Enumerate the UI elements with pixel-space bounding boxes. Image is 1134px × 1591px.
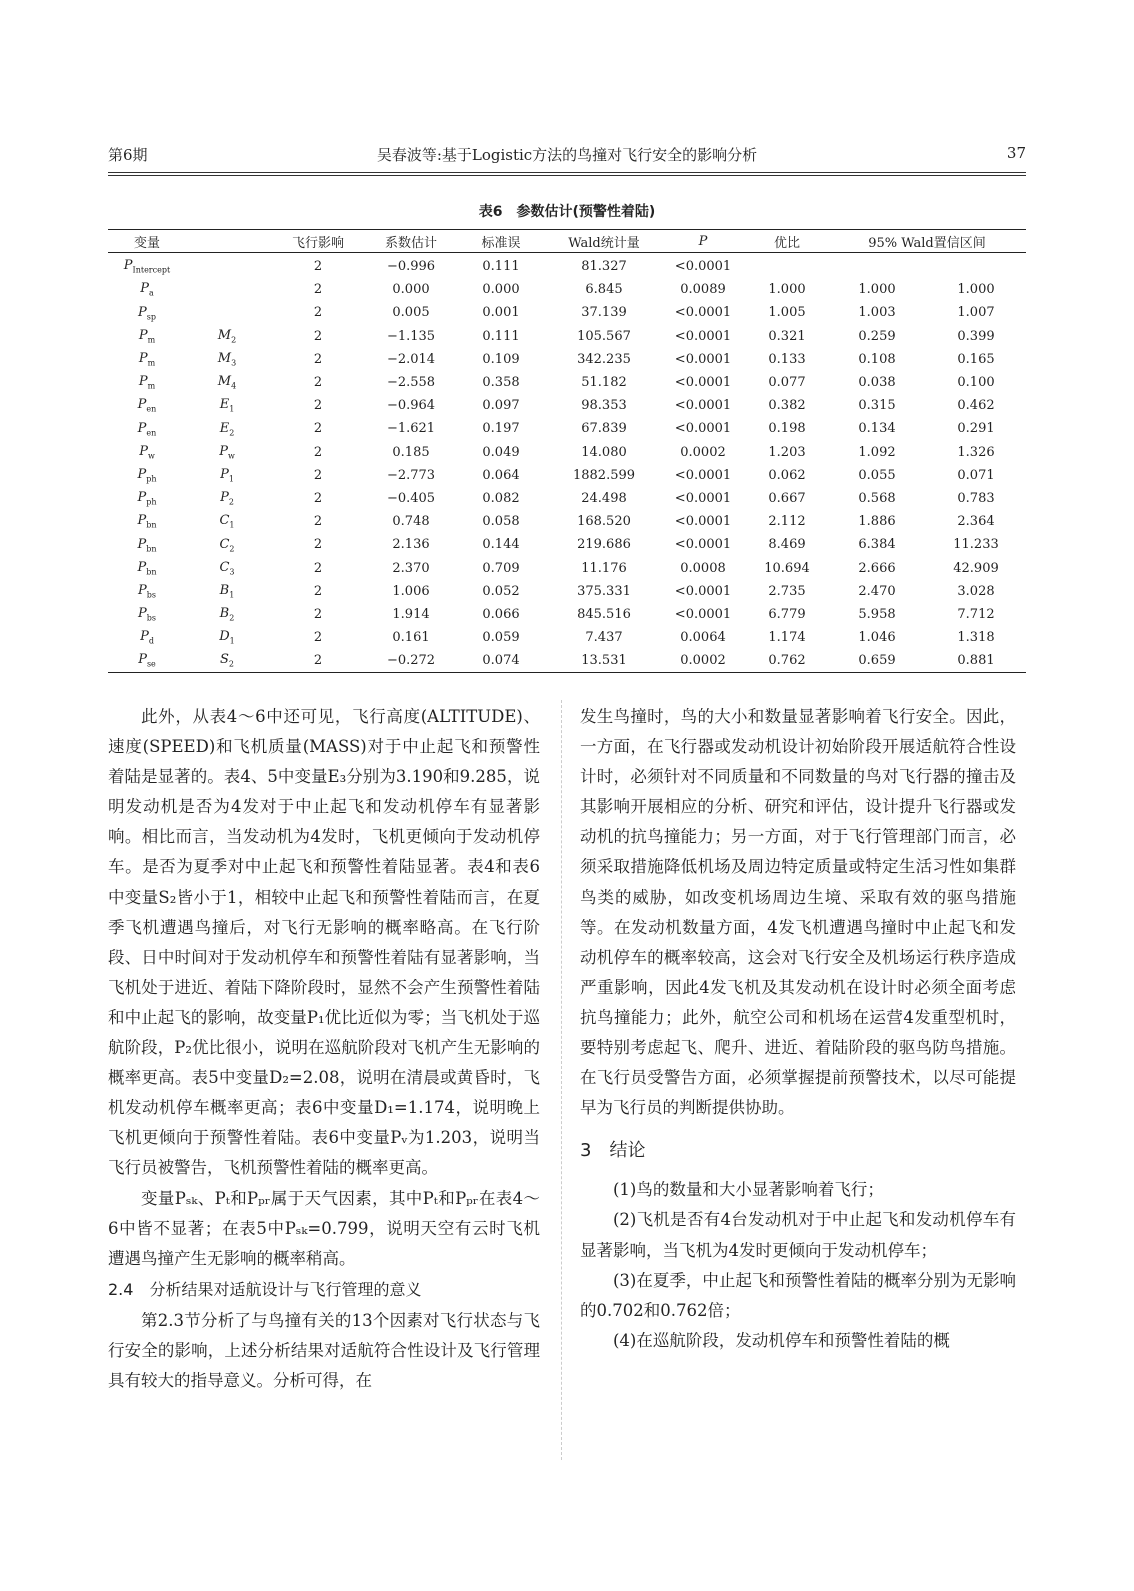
cell-p: 0.0008	[680, 560, 726, 576]
column-header: 标准误	[454, 230, 548, 253]
cell-coef: −0.272	[368, 649, 454, 673]
level-cell: $M_3$	[217, 351, 237, 368]
level-cell: $P_2$	[220, 490, 234, 507]
cell-p: <0.0001	[674, 351, 732, 367]
cell-ci-low: 1.003	[858, 305, 896, 321]
cell-ci-low	[828, 253, 926, 279]
cell-se: 0.197	[482, 421, 520, 437]
cell-coef: −2.773	[386, 467, 436, 483]
conclusion-item: (3)在夏季，中止起飞和预警性着陆的概率分别为无影响的0.702和0.762倍；	[580, 1270, 1016, 1320]
table-row	[108, 510, 1026, 533]
cell-coef: −2.558	[386, 375, 436, 391]
cell-ci-low: 0.108	[858, 351, 896, 367]
parameter-estimates-table	[108, 229, 1026, 673]
variable-cell: $P_a$	[140, 281, 154, 299]
cell-se: 0.000	[482, 282, 520, 298]
level-cell: $B_2$	[219, 606, 235, 623]
cell-effect: 2	[313, 305, 323, 321]
column-header	[186, 230, 268, 253]
cell-wald: 105.567	[577, 328, 631, 344]
cell-coef: 0.748	[392, 514, 430, 530]
cell-ci-low: 0.659	[828, 649, 926, 673]
variable-cell: $P_{en}$	[137, 420, 157, 438]
cell-se: 0.064	[482, 467, 520, 483]
cell-effect: 2	[313, 630, 323, 646]
variable-cell: $P_{bs}$	[138, 606, 156, 623]
cell-wald: 24.498	[581, 490, 627, 506]
variable-cell: $P_{Intercept}$	[123, 258, 171, 275]
cell-effect: 2	[313, 282, 323, 298]
cell-ci-low: 1.886	[858, 514, 896, 530]
cell-ci-low: 1.046	[858, 630, 896, 646]
cell-wald: 13.531	[548, 649, 660, 673]
cell-wald: 98.353	[581, 398, 627, 414]
cell-p: <0.0001	[674, 467, 732, 483]
cell-effect: 2	[313, 444, 323, 460]
table-row	[108, 649, 1026, 673]
cell-wald: 51.182	[581, 375, 627, 391]
body-paragraph: 发生鸟撞时，鸟的大小和数量显著影响着飞行安全。因此，一方面，在飞行器或发动机设计初始阶段开展适航符合性设计时，必须针对不同质量和不同数量的鸟对飞行器的撞击及其影响开展相应的分析、研究和评估，设计提升飞行器或发动机的抗鸟撞能力；另一方面，对于飞行管理部门而言，必须采取措施降低机场及周边特定质量或特定生活习性如集群鸟类的威胁，如改变机场周边生境、采取有效的驱鸟措施等。在发动机数量方面，4发飞机遭遇鸟撞时中止起飞和发动机停车的概率较高，这会对飞行安全及机场运行秩序造成严重影响，因此4发飞机及其发动机在设计时必须全面考虑抗鸟撞能力；此外，航空公司和机场在运营4发重型机时，要特别考虑起飞、爬升、进近、着陆阶段的驱鸟防鸟措施。在飞行员受警告方面，必须掌握提前预警技术，以尽可能提早为飞行员的判断提供协助。	[580, 707, 1016, 1118]
cell-se: 0.111	[482, 259, 520, 275]
cell-coef: −2.014	[386, 351, 436, 367]
cell-se: 0.001	[482, 305, 520, 321]
cell-se: 0.082	[482, 490, 520, 506]
table-row	[108, 556, 1026, 579]
column-divider	[561, 700, 562, 1460]
cell-wald: 219.686	[577, 537, 631, 553]
level-cell	[186, 301, 268, 324]
cell-ci-low: 0.134	[858, 421, 896, 437]
cell-effect: 2	[313, 375, 323, 391]
cell-p: <0.0001	[674, 375, 732, 391]
cell-coef: 0.185	[392, 444, 430, 460]
table-row	[108, 441, 1026, 464]
level-cell	[186, 253, 268, 279]
running-header	[108, 144, 1026, 168]
right-text-column	[580, 702, 1016, 1356]
cell-ci-high: 1.000	[957, 282, 995, 298]
table-row	[108, 394, 1026, 417]
left-text-column	[108, 702, 540, 1396]
cell-or: 0.667	[768, 490, 806, 506]
cell-or: 0.321	[768, 328, 806, 344]
table-caption: 表6 参数估计(预警性着陆)	[478, 204, 656, 220]
cell-coef: 1.914	[392, 606, 430, 622]
cell-p: <0.0001	[674, 606, 732, 622]
cell-coef: 1.006	[392, 583, 430, 599]
table-row	[108, 278, 1026, 301]
cell-p: 0.0089	[680, 282, 726, 298]
cell-p: <0.0001	[674, 305, 732, 321]
level-cell: $M_2$	[217, 327, 237, 345]
running-title: 吴春波等:基于Logistic方法的鸟撞对飞行安全的影响分析	[376, 146, 758, 164]
level-cell: $C_3$	[219, 559, 235, 577]
cell-se: 0.097	[482, 398, 520, 414]
column-header: 95% Wald置信区间	[828, 230, 1026, 253]
body-paragraph: 第2.3节分析了与鸟撞有关的13个因素对飞行状态与飞行安全的影响，上述分析结果对适航符合性设计及飞行管理具有较大的指导意义。分析可得，在	[108, 1310, 540, 1390]
cell-or: 2.735	[768, 583, 806, 599]
cell-p: 0.0064	[680, 630, 726, 646]
cell-or: 1.203	[768, 444, 806, 460]
column-header: 飞行影响	[268, 230, 368, 253]
cell-p: <0.0001	[674, 490, 732, 506]
column-header: 系数估计	[368, 230, 454, 253]
cell-or: 2.112	[768, 514, 806, 530]
column-header: 变量	[108, 230, 186, 253]
variable-cell: $P_{en}$	[137, 397, 157, 415]
cell-ci-high: 0.100	[957, 375, 995, 391]
cell-ci-high: 0.291	[957, 421, 995, 437]
cell-se: 0.058	[482, 514, 520, 530]
cell-or: 0.133	[768, 351, 806, 367]
cell-ci-low: 5.958	[858, 606, 896, 622]
cell-ci-high: 11.233	[953, 537, 999, 553]
cell-or: 0.198	[768, 421, 806, 437]
cell-wald: 81.327	[581, 259, 627, 275]
level-cell: $M_4$	[217, 374, 237, 391]
cell-ci-low: 2.470	[858, 583, 896, 599]
cell-wald: 67.839	[581, 421, 627, 437]
table-row	[108, 253, 1026, 279]
cell-ci-high: 0.165	[957, 351, 995, 367]
cell-p: 0.0002	[660, 649, 746, 673]
cell-p: <0.0001	[674, 537, 732, 553]
cell-or: 1.000	[768, 282, 806, 298]
table-row	[108, 301, 1026, 324]
column-header: Wald统计量	[548, 230, 660, 253]
level-cell: $B_1$	[219, 582, 235, 600]
cell-or: 1.174	[768, 630, 806, 646]
cell-ci-low: 0.259	[858, 328, 896, 344]
cell-or: 0.762	[746, 649, 828, 673]
header-rule-secondary	[108, 175, 1026, 176]
variable-cell: $P_m$	[138, 351, 156, 368]
cell-coef: 2.370	[392, 560, 430, 576]
cell-ci-high: 0.462	[957, 398, 995, 414]
body-paragraph: 变量Pₛₖ、Pₜ和Pₚᵣ属于天气因素，其中Pₜ和Pₚᵣ在表4～6中皆不显著；在表5中Pₛₖ=0.799，说明天空有云时飞机遭遇鸟撞产生无影响的概率稍高。	[108, 1188, 540, 1268]
level-cell	[186, 278, 268, 301]
cell-wald: 845.516	[577, 606, 631, 622]
cell-effect: 2	[313, 467, 323, 483]
table-row	[108, 464, 1026, 487]
cell-p: 0.0002	[680, 444, 726, 460]
cell-ci-low: 0.055	[858, 467, 896, 483]
level-cell: $C_2$	[219, 536, 235, 554]
cell-ci-low: 6.384	[858, 537, 896, 553]
cell-ci-high: 2.364	[957, 514, 995, 530]
cell-effect: 2	[313, 421, 323, 437]
variable-cell: $P_{sp}$	[138, 304, 156, 322]
cell-ci-high: 7.712	[957, 606, 995, 622]
cell-or: 10.694	[764, 560, 810, 576]
level-cell: $S_2$	[186, 649, 268, 673]
cell-ci-low: 0.568	[858, 490, 896, 506]
cell-effect: 2	[313, 490, 323, 506]
cell-or: 8.469	[768, 537, 806, 553]
cell-se: 0.049	[482, 444, 520, 460]
cell-wald: 14.080	[581, 444, 627, 460]
cell-coef: −1.621	[386, 421, 436, 437]
cell-effect: 2	[313, 259, 323, 275]
level-cell: $E_2$	[219, 420, 235, 438]
cell-coef: 0.161	[392, 630, 430, 646]
cell-or: 0.077	[768, 375, 806, 391]
variable-cell: $P_m$	[138, 374, 156, 391]
cell-se: 0.074	[454, 649, 548, 673]
variable-cell: $P_{bs}$	[138, 582, 156, 600]
column-header: 优比	[746, 230, 828, 253]
cell-wald: 375.331	[577, 583, 631, 599]
level-cell: $P_w$	[219, 443, 235, 461]
section-heading: 2.4 分析结果对适航设计与飞行管理的意义	[108, 1279, 422, 1299]
cell-se: 0.111	[482, 328, 520, 344]
cell-coef: 0.005	[392, 305, 430, 321]
level-cell: $C_1$	[219, 513, 235, 530]
cell-ci-high: 0.881	[926, 649, 1026, 673]
cell-ci-high	[926, 253, 1026, 279]
variable-cell: $P_w$	[139, 443, 155, 461]
cell-ci-high: 1.326	[957, 444, 995, 460]
cell-wald: 1882.599	[572, 467, 636, 483]
table-row	[108, 325, 1026, 348]
cell-ci-high: 3.028	[957, 583, 995, 599]
table-row	[108, 603, 1026, 626]
cell-ci-high: 0.071	[957, 467, 995, 483]
variable-cell: $P_{se}$	[108, 649, 186, 673]
level-cell: $E_1$	[219, 397, 235, 415]
table-row	[108, 580, 1026, 603]
table-row	[108, 417, 1026, 440]
cell-or: 0.062	[768, 467, 806, 483]
cell-ci-low: 0.038	[858, 375, 896, 391]
table-row	[108, 371, 1026, 394]
cell-ci-high: 1.007	[957, 305, 995, 321]
page-number: 37	[1006, 144, 1026, 162]
cell-wald: 37.139	[581, 305, 627, 321]
cell-p: <0.0001	[674, 398, 732, 414]
cell-se: 0.709	[482, 560, 520, 576]
cell-effect: 2	[313, 537, 323, 553]
table-row	[108, 626, 1026, 649]
cell-coef: −0.964	[386, 398, 436, 414]
cell-ci-low: 2.666	[858, 560, 896, 576]
cell-ci-low: 0.315	[858, 398, 896, 414]
cell-se: 0.066	[482, 606, 520, 622]
variable-cell: $P_{bn}$	[137, 536, 157, 554]
cell-ci-high: 42.909	[953, 560, 999, 576]
cell-effect: 2	[313, 398, 323, 414]
cell-effect: 2	[313, 583, 323, 599]
cell-se: 0.144	[482, 537, 520, 553]
cell-ci-high: 0.399	[957, 328, 995, 344]
cell-wald: 342.235	[577, 351, 631, 367]
cell-ci-high: 1.318	[957, 630, 995, 646]
cell-effect: 2	[313, 328, 323, 344]
cell-ci-high: 0.783	[957, 490, 995, 506]
variable-cell: $P_{ph}$	[137, 490, 157, 507]
cell-effect: 2	[268, 649, 368, 673]
header-rule	[108, 172, 1026, 173]
conclusion-item: (2)飞机是否有4台发动机对于中止起飞和发动机停车有显著影响，当飞机为4发时更倾向于发动机停车；	[580, 1210, 1016, 1260]
cell-p: <0.0001	[674, 514, 732, 530]
cell-effect: 2	[313, 606, 323, 622]
cell-effect: 2	[313, 351, 323, 367]
issue-label: 第6期	[108, 146, 148, 164]
cell-ci-low: 1.092	[858, 444, 896, 460]
cell-wald: 7.437	[585, 630, 623, 646]
cell-wald: 6.845	[585, 282, 623, 298]
cell-se: 0.052	[482, 583, 520, 599]
cell-coef: 2.136	[392, 537, 430, 553]
table-body	[108, 253, 1026, 673]
cell-or: 1.005	[768, 305, 806, 321]
cell-p: <0.0001	[674, 328, 732, 344]
cell-se: 0.109	[482, 351, 520, 367]
cell-effect: 2	[313, 560, 323, 576]
cell-coef: −0.405	[386, 490, 436, 506]
cell-p: <0.0001	[674, 421, 732, 437]
cell-ci-low: 1.000	[858, 282, 896, 298]
cell-or	[746, 253, 828, 279]
cell-coef: 0.000	[392, 282, 430, 298]
level-cell: $D_1$	[219, 629, 235, 646]
table-row	[108, 533, 1026, 556]
table-row	[108, 487, 1026, 510]
column-header: P	[660, 230, 746, 253]
variable-cell: $P_{ph}$	[137, 466, 157, 484]
cell-coef: −1.135	[386, 328, 436, 344]
cell-coef: −0.996	[386, 259, 436, 275]
level-cell: $P_1$	[220, 466, 234, 484]
section-heading: 3 结论	[580, 1140, 646, 1162]
body-paragraph: 此外，从表4～6中还可见，飞行高度(ALTITUDE)、速度(SPEED)和飞机质量(MASS)对于中止起飞和预警性着陆是显著的。表4、5中变量E₃分别为3.190和9.285，说明发动机是否为4发对于中止起飞和发动机停车有显著影响。相比而言，当发动机为4发时，飞机更倾向于发动机停车。是否为夏季对中止起飞和预警性着陆显著。表4和表6中变量S₂皆小于1，相较中止起飞和预警性着陆而言，在夏季飞机遭遇鸟撞后，对飞行无影响的概率略高。在飞行阶段、日中时间对于发动机停车和预警性着陆有显著影响，当飞机处于进近、着陆下降阶段时，显然不会产生预警性着陆和中止起飞的影响，故变量P₁优比近似为零；当飞机处于巡航阶段，P₂优比很小，说明在巡航阶段对飞机产生无影响的概率更高。表5中变量D₂=2.08，说明在清晨或黄昏时，飞机发动机停车概率更高；表6中变量D₁=1.174，说明晚上飞机更倾向于预警性着陆。表6中变量Pᵥ为1.203，说明当飞行员被警告，飞机预警性着陆的概率更高。	[108, 707, 540, 1178]
table-header-row	[108, 230, 1026, 253]
conclusion-item: (1)鸟的数量和大小显著影响着飞行；	[613, 1180, 884, 1200]
conclusion-item: (4)在巡航阶段，发动机停车和预警性着陆的概	[613, 1330, 950, 1350]
cell-wald: 168.520	[577, 514, 631, 530]
cell-p: <0.0001	[674, 259, 732, 275]
cell-effect: 2	[313, 514, 323, 530]
table-row	[108, 348, 1026, 371]
cell-p: <0.0001	[674, 583, 732, 599]
variable-cell: $P_{bn}$	[137, 559, 157, 577]
variable-cell: $P_m$	[138, 327, 156, 345]
cell-se: 0.059	[482, 630, 520, 646]
cell-or: 6.779	[768, 606, 806, 622]
cell-wald: 11.176	[581, 560, 627, 576]
variable-cell: $P_{bn}$	[137, 513, 157, 530]
cell-or: 0.382	[768, 398, 806, 414]
cell-se: 0.358	[482, 375, 520, 391]
variable-cell: $P_d$	[140, 629, 154, 646]
